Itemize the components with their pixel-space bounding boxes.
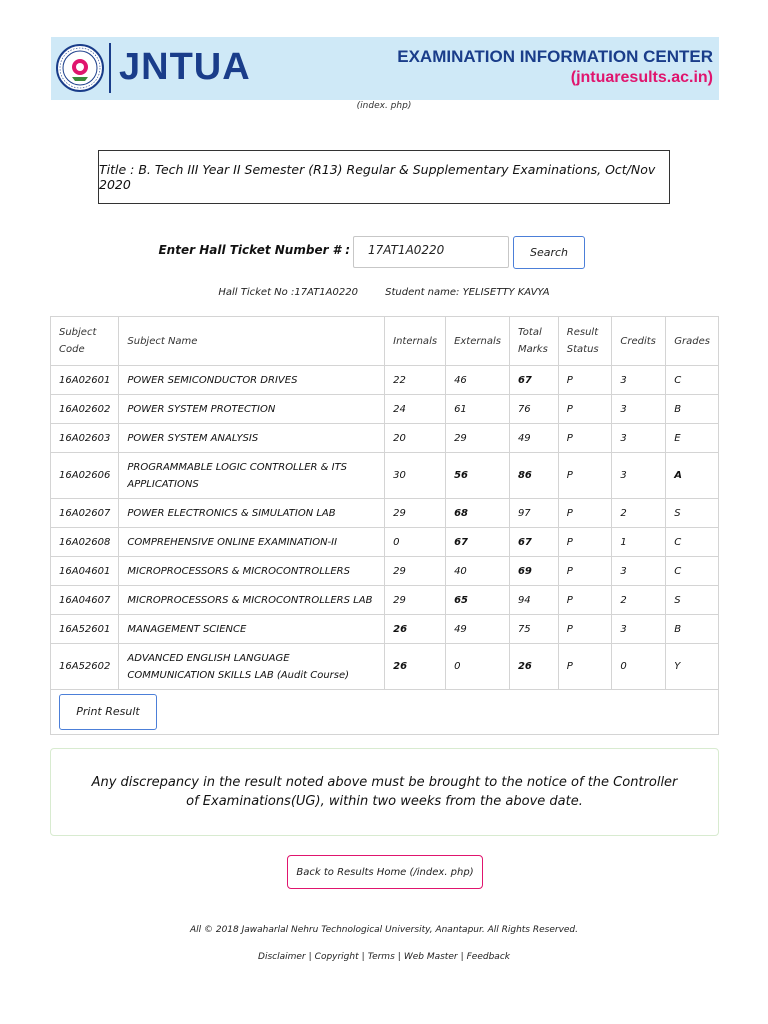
table-row xyxy=(51,366,719,395)
internals: 22 xyxy=(385,366,446,395)
student-name: Student name: YELISETTY KAVYA xyxy=(385,287,550,298)
result-status: P xyxy=(558,424,612,453)
internals: 30 xyxy=(385,453,446,499)
subject-code: 16A52602 xyxy=(51,644,119,690)
back-to-results-home-button[interactable]: Back to Results Home (/index. php) xyxy=(287,855,483,889)
brand-divider xyxy=(109,43,111,93)
credits: 3 xyxy=(612,557,666,586)
total-marks: 76 xyxy=(509,395,558,424)
subject-code: 16A52601 xyxy=(51,615,119,644)
externals: 61 xyxy=(446,395,510,424)
internals: 26 xyxy=(385,615,446,644)
print-result-button[interactable]: Print Result xyxy=(59,694,157,730)
subject-name: POWER SYSTEM ANALYSIS xyxy=(119,424,385,453)
externals: 0 xyxy=(446,644,510,690)
footer-link-feedback[interactable]: Feedback xyxy=(466,952,510,962)
print-cell xyxy=(51,690,719,735)
grade: B xyxy=(666,615,719,644)
total-marks: 67 xyxy=(509,366,558,395)
subject-name: MANAGEMENT SCIENCE xyxy=(119,615,385,644)
subject-name: POWER ELECTRONICS & SIMULATION LAB xyxy=(119,499,385,528)
subject-code: 16A02602 xyxy=(51,395,119,424)
footer-link-disclaimer[interactable]: Disclaimer xyxy=(258,952,306,962)
link-separator: | xyxy=(308,952,312,962)
discrepancy-notice: Any discrepancy in the result noted above must be brought to the notice of the Controller of Examinations(UG), within two weeks from the above date. xyxy=(50,748,719,836)
table-row xyxy=(51,557,719,586)
footer-link-terms[interactable]: Terms xyxy=(367,952,395,962)
internals: 20 xyxy=(385,424,446,453)
footer-link-copyright[interactable]: Copyright xyxy=(314,952,359,962)
footer-links xyxy=(0,952,768,962)
result-status: P xyxy=(558,528,612,557)
grade: C xyxy=(666,366,719,395)
grade: C xyxy=(666,557,719,586)
internals: 24 xyxy=(385,395,446,424)
subject-code: 16A04607 xyxy=(51,586,119,615)
credits: 3 xyxy=(612,424,666,453)
grade: A xyxy=(666,453,719,499)
table-row xyxy=(51,499,719,528)
grade: Y xyxy=(666,644,719,690)
total-marks: 75 xyxy=(509,615,558,644)
column-header: Credits xyxy=(612,317,666,366)
table-row xyxy=(51,453,719,499)
subject-code: 16A02607 xyxy=(51,499,119,528)
internals: 26 xyxy=(385,644,446,690)
column-header: Externals xyxy=(446,317,510,366)
externals: 67 xyxy=(446,528,510,557)
total-marks: 49 xyxy=(509,424,558,453)
subject-name: COMPREHENSIVE ONLINE EXAMINATION-II xyxy=(119,528,385,557)
externals: 29 xyxy=(446,424,510,453)
index-link[interactable]: (index. php) xyxy=(356,101,412,111)
result-status: P xyxy=(558,395,612,424)
subject-name: ADVANCED ENGLISH LANGUAGE COMMUNICATION SKILLS LAB (Audit Course) xyxy=(119,644,385,690)
table-header-row xyxy=(51,317,719,366)
externals: 46 xyxy=(446,366,510,395)
table-row xyxy=(51,528,719,557)
header-banner xyxy=(51,37,719,100)
subject-name: MICROPROCESSORS & MICROCONTROLLERS xyxy=(119,557,385,586)
credits: 1 xyxy=(612,528,666,557)
grade: S xyxy=(666,499,719,528)
externals: 65 xyxy=(446,586,510,615)
internals: 29 xyxy=(385,499,446,528)
credits: 2 xyxy=(612,586,666,615)
result-status: P xyxy=(558,557,612,586)
center-url[interactable]: (jntuaresults.ac.in) xyxy=(570,69,713,86)
results-table xyxy=(50,316,719,735)
grade: S xyxy=(666,586,719,615)
print-row xyxy=(51,690,719,735)
result-status: P xyxy=(558,453,612,499)
column-header: Subject Code xyxy=(51,317,119,366)
copyright-text: All © 2018 Jawaharlal Nehru Technological University, Anantapur. All Rights Reserved. xyxy=(189,925,579,935)
subject-code: 16A02608 xyxy=(51,528,119,557)
student-info xyxy=(0,287,768,298)
brand-name: JNTUA xyxy=(119,46,251,88)
grade: C xyxy=(666,528,719,557)
total-marks: 86 xyxy=(509,453,558,499)
hall-ticket-number: Hall Ticket No :17AT1A0220 xyxy=(218,287,358,298)
result-status: P xyxy=(558,586,612,615)
credits: 3 xyxy=(612,366,666,395)
total-marks: 69 xyxy=(509,557,558,586)
column-header: Subject Name xyxy=(119,317,385,366)
column-header: Internals xyxy=(385,317,446,366)
externals: 49 xyxy=(446,615,510,644)
result-status: P xyxy=(558,499,612,528)
credits: 0 xyxy=(612,644,666,690)
total-marks: 26 xyxy=(509,644,558,690)
table-row xyxy=(51,395,719,424)
subject-name: PROGRAMMABLE LOGIC CONTROLLER & ITS APPLICATIONS xyxy=(119,453,385,499)
internals: 29 xyxy=(385,557,446,586)
column-header: Total Marks xyxy=(509,317,558,366)
subject-code: 16A02606 xyxy=(51,453,119,499)
table-row xyxy=(51,586,719,615)
credits: 2 xyxy=(612,499,666,528)
link-separator: | xyxy=(361,952,365,962)
column-header: Result Status xyxy=(558,317,612,366)
center-title: EXAMINATION INFORMATION CENTER xyxy=(397,47,713,66)
subject-code: 16A02603 xyxy=(51,424,119,453)
subject-name: POWER SYSTEM PROTECTION xyxy=(119,395,385,424)
column-header: Grades xyxy=(666,317,719,366)
table-row xyxy=(51,644,719,690)
table-row xyxy=(51,424,719,453)
table-row xyxy=(51,615,719,644)
subject-name: POWER SEMICONDUCTOR DRIVES xyxy=(119,366,385,395)
credits: 3 xyxy=(612,395,666,424)
link-separator: | xyxy=(460,952,464,962)
externals: 56 xyxy=(446,453,510,499)
search-button[interactable]: Search xyxy=(513,236,585,269)
grade: B xyxy=(666,395,719,424)
total-marks: 97 xyxy=(509,499,558,528)
hall-ticket-input[interactable]: 17AT1A0220 xyxy=(353,236,509,268)
footer-link-web-master[interactable]: Web Master xyxy=(403,952,458,962)
internals: 29 xyxy=(385,586,446,615)
hall-ticket-label: Enter Hall Ticket Number # : xyxy=(158,243,350,257)
subject-code: 16A02601 xyxy=(51,366,119,395)
university-seal-logo xyxy=(55,41,105,95)
grade: E xyxy=(666,424,719,453)
internals: 0 xyxy=(385,528,446,557)
externals: 40 xyxy=(446,557,510,586)
result-status: P xyxy=(558,366,612,395)
result-status: P xyxy=(558,644,612,690)
credits: 3 xyxy=(612,615,666,644)
subject-code: 16A04601 xyxy=(51,557,119,586)
exam-title: Title : B. Tech III Year II Semester (R13) Regular & Supplementary Examinations, Oct/Nov 2020 xyxy=(98,150,670,204)
subject-name: MICROPROCESSORS & MICROCONTROLLERS LAB xyxy=(119,586,385,615)
link-separator: | xyxy=(397,952,401,962)
externals: 68 xyxy=(446,499,510,528)
result-status: P xyxy=(558,615,612,644)
total-marks: 67 xyxy=(509,528,558,557)
credits: 3 xyxy=(612,453,666,499)
total-marks: 94 xyxy=(509,586,558,615)
